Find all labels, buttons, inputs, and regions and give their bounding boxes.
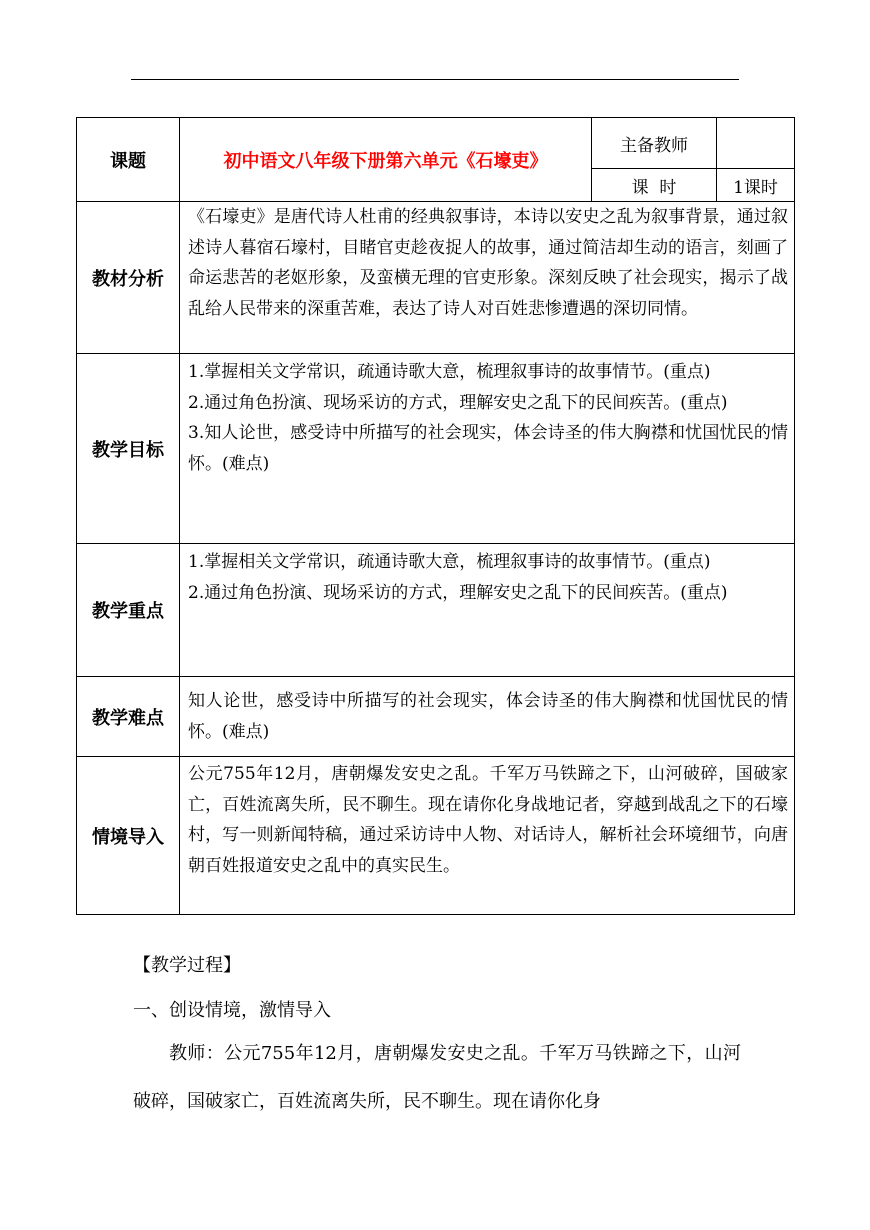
row-label-difficulties: 教学难点 — [77, 677, 180, 757]
body-paragraph: 教师：公元755年12月，唐朝爆发安史之乱。千军万马铁蹄之下，山河破碎，国破家亡，百姓流离失所，民不聊生。现在请你化身 — [133, 1043, 741, 1112]
section-heading: 一、创设情境，激情导入 — [133, 1000, 331, 1021]
hours-value: 1课时 — [717, 169, 795, 202]
row-label-material: 教材分析 — [77, 202, 180, 354]
header-rule — [131, 79, 739, 80]
content-line: 知人论世，感受诗中所描写的社会现实，体会诗圣的伟大胸襟和忧国忧民的情怀。(难点) — [188, 691, 788, 742]
content-line: 《石壕吏》是唐代诗人杜甫的经典叙事诗，本诗以安史之乱为叙事背景，通过叙述诗人暮宿石壕村，目睹官吏趁夜捉人的故事，通过简洁却生动的语言，刻画了命运悲苦的老妪形象，及蛮横无理的官吏形象。深刻反映了社会现实，揭示了战乱给人民带来的深重苦难，表达了诗人对百姓悲惨遭遇的深切同情。 — [188, 207, 788, 319]
content-line: 1.掌握相关文学常识，疏通诗歌大意，梳理叙事诗的故事情节。(重点) — [188, 552, 711, 572]
row-content-goals — [180, 354, 795, 544]
lead-teacher-label: 主备教师 — [592, 118, 717, 169]
hours-label: 课 时 — [592, 169, 717, 202]
row-content-difficulties — [180, 677, 795, 757]
row-label-goals: 教学目标 — [77, 354, 180, 544]
row-content-material — [180, 202, 795, 354]
content-line: 公元755年12月，唐朝爆发安史之乱。千军万马铁蹄之下，山河破碎，国破家亡，百姓流离失所，民不聊生。现在请你化身战地记者，穿越到战乱之下的石壕村，写一则新闻特稿，通过采访诗中人物、对话诗人，解析社会环境细节，向唐朝百姓报道安史之乱中的真实民生。 — [188, 764, 788, 876]
row-label-scenario: 情境导入 — [77, 757, 180, 915]
content-line: 1.掌握相关文学常识，疏通诗歌大意，梳理叙事诗的故事情节。(重点) — [188, 362, 711, 382]
row-content-key-points — [180, 544, 795, 677]
topic-label: 课题 — [77, 118, 180, 202]
row-content-scenario — [180, 757, 795, 915]
content-line: 2.通过角色扮演、现场采访的方式，理解安史之乱下的民间疾苦。(重点) — [188, 582, 728, 603]
row-label-key-points: 教学重点 — [77, 544, 180, 677]
lead-teacher-value — [717, 118, 795, 169]
lesson-plan-table — [76, 117, 795, 915]
content-line: 3.知人论世，感受诗中所描写的社会现实，体会诗圣的伟大胸襟和忧国忧民的情怀。(难点) — [188, 423, 788, 474]
content-line: 2.通过角色扮演、现场采访的方式，理解安史之乱下的民间疾苦。(重点) — [188, 392, 728, 413]
topic-title: 初中语文八年级下册第六单元《石壕吏》 — [180, 118, 592, 202]
section-mark: 【教学过程】 — [133, 955, 241, 976]
